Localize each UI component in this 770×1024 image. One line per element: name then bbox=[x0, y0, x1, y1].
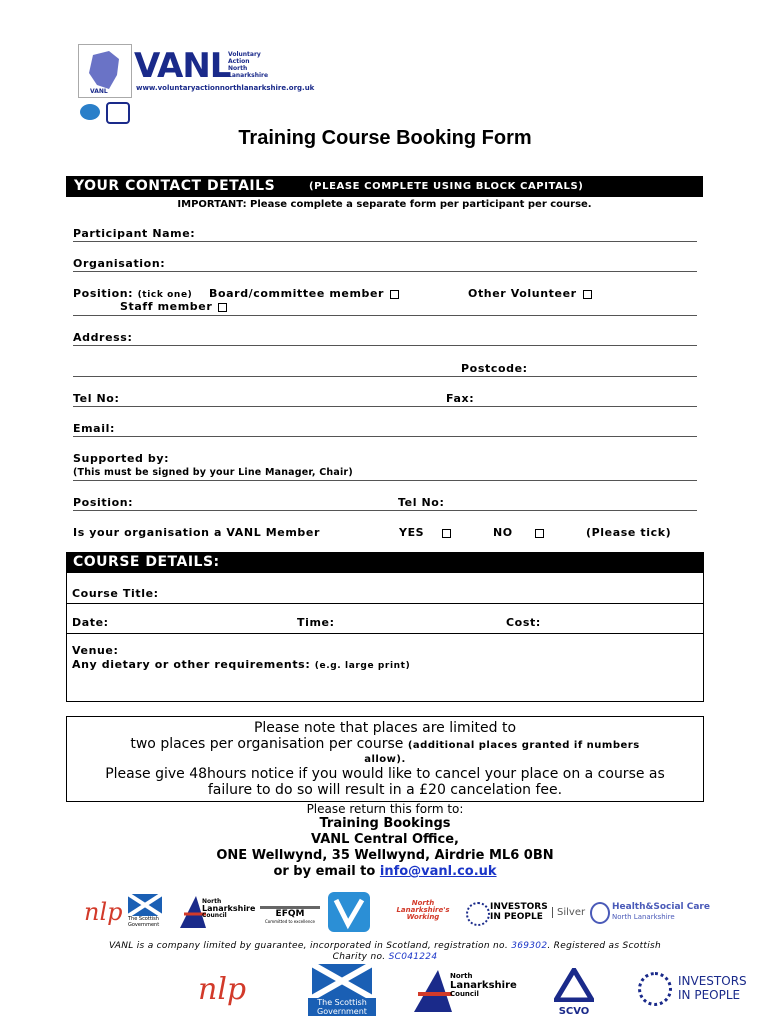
accreditation-icon bbox=[106, 102, 130, 124]
scottish-gov-line: Government bbox=[128, 922, 160, 928]
iip-level: Silver bbox=[552, 907, 585, 918]
saltire-cross bbox=[128, 894, 162, 916]
saltire-icon bbox=[128, 894, 162, 916]
address-input[interactable] bbox=[73, 345, 697, 346]
nlp-logo: nlp bbox=[84, 898, 123, 926]
other-volunteer-option bbox=[468, 287, 592, 300]
logos-row-1 bbox=[80, 890, 710, 942]
date-time-cost-input[interactable] bbox=[66, 633, 703, 634]
efqm-caption: Committed to excellence bbox=[264, 919, 316, 924]
scottish-gov-logo-large bbox=[308, 964, 376, 1016]
board-member-checkbox[interactable] bbox=[390, 290, 399, 299]
footer-line1 bbox=[40, 941, 730, 952]
nl-council-line: North bbox=[202, 898, 222, 905]
nl-council-line: Lanarkshire bbox=[450, 980, 517, 991]
scottish-gov-text-large bbox=[308, 998, 376, 1016]
tagline-line: Lanarkshire bbox=[228, 72, 269, 79]
efqm-logo bbox=[260, 906, 320, 924]
nl-council-logo-large bbox=[412, 968, 522, 1014]
course-title-label: Course Title: bbox=[72, 587, 159, 600]
position-label bbox=[73, 287, 192, 300]
notice-line2-text: two places per organisation per course bbox=[130, 736, 404, 752]
scvo-text: SCVO bbox=[558, 1006, 590, 1017]
venue-label: Venue: bbox=[72, 644, 119, 657]
hsc-title: Health&Social Care bbox=[612, 902, 710, 912]
nl-working-line: North bbox=[411, 899, 435, 907]
nl-working-logo bbox=[388, 900, 458, 921]
staff-member-label: Staff member bbox=[120, 300, 213, 313]
no-option bbox=[493, 526, 544, 539]
position-tel-input[interactable] bbox=[73, 510, 697, 511]
notice-line5: failure to do so will result in a £20 cancelation fee. bbox=[207, 782, 563, 798]
no-label: NO bbox=[493, 526, 513, 539]
yes-checkbox[interactable] bbox=[442, 529, 451, 538]
contact-heading-note: (PLEASE COMPLETE USING BLOCK CAPITALS) bbox=[309, 181, 584, 192]
vf-logo bbox=[328, 892, 370, 932]
email-label: Email: bbox=[73, 422, 115, 435]
scottish-gov-logo bbox=[128, 894, 168, 928]
iip-line: IN PEOPLE bbox=[490, 912, 543, 922]
nl-council-logo bbox=[178, 894, 254, 934]
course-header-rule bbox=[67, 572, 703, 573]
notice-line2-note: (additional places granted if numbers bbox=[407, 740, 640, 751]
position2-label: Position: bbox=[73, 496, 134, 509]
vanl-logo bbox=[78, 44, 315, 124]
nl-working-line: Lanarkshire's bbox=[396, 906, 450, 914]
saltire-icon-large bbox=[312, 964, 372, 998]
page-title: Training Course Booking Form bbox=[238, 127, 532, 149]
staff-member-option bbox=[120, 300, 227, 313]
scottish-gov-text bbox=[128, 916, 168, 928]
vf-emblem bbox=[328, 892, 370, 932]
scottish-gov-line: Government bbox=[317, 1007, 367, 1016]
course-title-input[interactable] bbox=[66, 603, 703, 604]
scottish-gov-line: The Scottish bbox=[128, 916, 159, 922]
saltire-cross-large bbox=[312, 964, 372, 998]
contact-heading: YOUR CONTACT DETAILS bbox=[74, 178, 276, 194]
dietary-example: (e.g. large print) bbox=[314, 661, 411, 671]
map-caption: VANL bbox=[90, 88, 108, 95]
footer-middle: . Registered as Scottish bbox=[547, 941, 662, 951]
footer-line2 bbox=[40, 952, 730, 963]
position-underline bbox=[73, 315, 697, 316]
please-tick-note: (Please tick) bbox=[586, 526, 672, 539]
efqm-text: EFQM bbox=[260, 906, 320, 919]
scottish-gov-line: The Scottish bbox=[317, 998, 367, 1007]
board-member-option bbox=[209, 287, 399, 300]
yes-label: YES bbox=[399, 526, 425, 539]
postcode-input[interactable] bbox=[73, 376, 697, 377]
other-volunteer-checkbox[interactable] bbox=[583, 290, 592, 299]
participant-name-input[interactable] bbox=[73, 241, 697, 242]
course-heading: COURSE DETAILS: bbox=[73, 554, 220, 570]
time-label: Time: bbox=[297, 616, 335, 629]
tel-label: Tel No: bbox=[73, 392, 120, 405]
footer-charity-prefix: Charity no. bbox=[332, 952, 386, 962]
brand-name: VANL bbox=[134, 46, 231, 86]
staff-member-checkbox[interactable] bbox=[218, 303, 227, 312]
footer-charity-no: SC041224 bbox=[388, 952, 438, 962]
course-section bbox=[66, 552, 704, 702]
footer-prefix: VANL is a company limited by guarantee, incorporated in Scotland, registration no. bbox=[108, 941, 509, 951]
hsc-subtitle: North Lanarkshire bbox=[612, 913, 675, 921]
nl-council-line: North bbox=[450, 972, 473, 980]
footer-reg-no: 369302 bbox=[511, 941, 548, 951]
return-line2: VANL Central Office, bbox=[311, 832, 459, 847]
brand-tagline bbox=[228, 51, 268, 79]
scvo-emblem bbox=[554, 968, 594, 1002]
iip-line: IN PEOPLE bbox=[678, 988, 741, 1002]
hsc-icon bbox=[590, 902, 610, 924]
tick-one-note: (tick one) bbox=[137, 290, 193, 300]
member-question: Is your organisation a VANL Member bbox=[73, 526, 320, 539]
contact-section-header bbox=[66, 176, 703, 197]
return-email-line bbox=[0, 864, 770, 880]
notice-line3: allow). bbox=[364, 754, 406, 765]
iip-line: INVESTORS bbox=[490, 902, 548, 912]
no-checkbox[interactable] bbox=[535, 529, 544, 538]
iip-icon-large bbox=[638, 972, 672, 1006]
return-line1: Training Bookings bbox=[319, 816, 451, 831]
dietary-label bbox=[72, 658, 410, 671]
company-footer bbox=[40, 941, 730, 963]
notice-line1: Please note that places are limited to bbox=[253, 720, 517, 736]
iip-text bbox=[490, 902, 548, 922]
organisation-input[interactable] bbox=[73, 271, 697, 272]
fax-label: Fax: bbox=[446, 392, 475, 405]
iip-icon bbox=[466, 902, 490, 926]
course-section-header bbox=[67, 553, 703, 572]
nl-working-line: Working bbox=[406, 913, 440, 921]
participant-name-label: Participant Name: bbox=[73, 227, 196, 240]
nl-council-line: Council bbox=[450, 990, 479, 998]
tagline-line: Voluntary bbox=[228, 51, 261, 58]
cost-label: Cost: bbox=[506, 616, 541, 629]
nl-council-line: Lanarkshire bbox=[202, 904, 256, 913]
email-link[interactable]: info@vanl.co.uk bbox=[379, 864, 497, 879]
return-intro: Please return this form to: bbox=[306, 802, 464, 816]
nl-council-text bbox=[202, 898, 255, 919]
supported-by-input[interactable] bbox=[73, 480, 697, 481]
organisation-label: Organisation: bbox=[73, 257, 166, 270]
tel-fax-input[interactable] bbox=[73, 406, 697, 407]
tel2-label: Tel No: bbox=[398, 496, 445, 509]
tagline-line: Action bbox=[228, 58, 250, 65]
notice-line4: Please give 48hours notice if you would like to cancel your place on a course as bbox=[105, 766, 665, 782]
nlp-logo-large: nlp bbox=[198, 972, 247, 1007]
return-info bbox=[0, 802, 770, 880]
yes-option bbox=[399, 526, 451, 539]
email-prefix: or by email to bbox=[273, 864, 376, 879]
scvo-logo bbox=[552, 968, 596, 1017]
logos-row-2 bbox=[180, 964, 760, 1022]
badge-icon bbox=[80, 104, 100, 120]
website-url: www.voluntaryactionnorthlanarkshire.org.uk bbox=[136, 84, 315, 92]
notice-box bbox=[66, 716, 704, 802]
return-line3: ONE Wellwynd, 35 Wellwynd, Airdrie ML6 0BN bbox=[216, 848, 554, 863]
board-member-label: Board/committee member bbox=[209, 287, 385, 300]
nl-council-text-large bbox=[450, 972, 517, 999]
iip-text-large bbox=[678, 974, 747, 1002]
nl-council-line: Council bbox=[202, 912, 227, 919]
email-input[interactable] bbox=[73, 436, 697, 437]
tagline-line: North bbox=[228, 65, 248, 72]
dietary-text: Any dietary or other requirements: bbox=[72, 658, 311, 671]
important-note: IMPORTANT: Please complete a separate form per participant per course. bbox=[177, 199, 592, 210]
postcode-label: Postcode: bbox=[461, 362, 528, 375]
position-text: Position: bbox=[73, 287, 134, 300]
notice-line2 bbox=[67, 736, 703, 754]
date-label: Date: bbox=[72, 616, 109, 629]
other-volunteer-label: Other Volunteer bbox=[468, 287, 577, 300]
supported-by-label: Supported by: bbox=[73, 452, 170, 465]
signed-note: (This must be signed by your Line Manager, Chair) bbox=[73, 467, 353, 478]
iip-line: INVESTORS bbox=[678, 974, 747, 988]
address-label: Address: bbox=[73, 331, 133, 344]
